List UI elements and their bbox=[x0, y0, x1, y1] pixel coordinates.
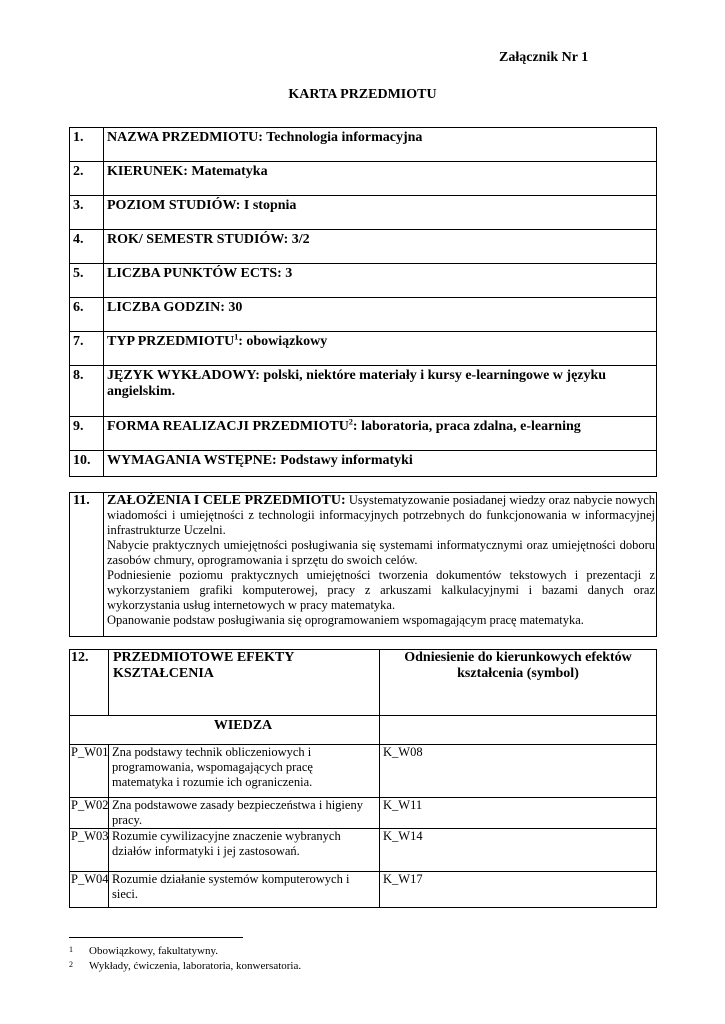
footnote bbox=[69, 960, 301, 972]
row-number: 5. bbox=[70, 264, 104, 298]
goals-table bbox=[69, 492, 657, 637]
row-text: KIERUNEK: Matematyka bbox=[104, 162, 657, 196]
footnote-divider bbox=[69, 937, 243, 938]
footnote bbox=[69, 945, 218, 957]
info-row bbox=[70, 417, 657, 451]
goals-text bbox=[104, 493, 657, 637]
attachment-label: Załącznik Nr 1 bbox=[499, 50, 589, 65]
footnote-text: Obowiązkowy, fakultatywny. bbox=[89, 945, 219, 957]
outcomes-heading: PRZEDMIOTOWE EFEKTY KSZTAŁCENIA bbox=[109, 650, 380, 716]
row-text: POZIOM STUDIÓW: I stopnia bbox=[104, 196, 657, 230]
footnote-ref: 1 bbox=[234, 332, 239, 342]
row-text: JĘZYK WYKŁADOWY: polski, niektóre materiały i kursy e-learningowe w języku angielskim. bbox=[104, 366, 657, 417]
info-row bbox=[70, 230, 657, 264]
row-number: 2. bbox=[70, 162, 104, 196]
row-number: 7. bbox=[70, 332, 104, 366]
outcome-code: P_W01 bbox=[70, 745, 109, 798]
outcome-description: Rozumie działanie systemów komputerowych i sieci. bbox=[109, 872, 380, 908]
info-row bbox=[70, 162, 657, 196]
table-row bbox=[70, 829, 657, 872]
goals-label: ZAŁOŻENIA I CELE PRZEDMIOTU: bbox=[107, 493, 346, 508]
row-value: : laboratoria, praca zdalna, e-learning bbox=[352, 419, 581, 434]
row-number: 4. bbox=[70, 230, 104, 264]
info-row bbox=[70, 332, 657, 366]
row-label: FORMA REALIZACJI PRZEDMIOTU bbox=[107, 419, 349, 434]
row-number: 1. bbox=[70, 128, 104, 162]
row-text: ROK/ SEMESTR STUDIÓW: 3/2 bbox=[104, 230, 657, 264]
row-text: WYMAGANIA WSTĘPNE: Podstawy informatyki bbox=[104, 451, 657, 477]
outcome-code: P_W04 bbox=[70, 872, 109, 908]
table-row bbox=[70, 745, 657, 798]
outcome-reference: K_W17 bbox=[380, 872, 657, 908]
row-label: TYP PRZEDMIOTU bbox=[107, 334, 235, 349]
row-text: NAZWA PRZEDMIOTU: Technologia informacyjna bbox=[104, 128, 657, 162]
info-row bbox=[70, 264, 657, 298]
row-text bbox=[104, 332, 657, 366]
empty-cell bbox=[380, 716, 657, 745]
goals-paragraph: Nabycie praktycznych umiejętności posługiwania się systemami informatycznymi oraz umiejętności doboru zasobów chmury, oprogramowania i sprzętu do swoich celów. bbox=[107, 538, 655, 567]
row-number: 10. bbox=[70, 451, 104, 477]
outcomes-ref-heading: Odniesienie do kierunkowych efektów kształcenia (symbol) bbox=[380, 650, 657, 716]
outcome-reference: K_W14 bbox=[380, 829, 657, 872]
footnote-ref: 2 bbox=[348, 417, 353, 427]
goals-paragraph: Podniesienie poziomu praktycznych umiejętności tworzenia dokumentów tekstowych i prezentacji z wykorzystaniem grafiki komputerowej, pracy z arkuszami kalkulacyjnymi i bazami danych oraz wykorzystania usług internetowych w pracy matematyka. bbox=[107, 568, 655, 612]
outcome-reference: K_W11 bbox=[380, 798, 657, 829]
outcomes-number: 12. bbox=[70, 650, 109, 716]
row-number: 9. bbox=[70, 417, 104, 451]
table-row bbox=[70, 872, 657, 908]
row-number: 8. bbox=[70, 366, 104, 417]
outcome-code: P_W03 bbox=[70, 829, 109, 872]
footnote-mark: 2 bbox=[69, 960, 73, 969]
section-heading: WIEDZA bbox=[70, 716, 380, 745]
outcomes-table bbox=[69, 649, 657, 908]
row-value: : obowiązkowy bbox=[238, 334, 328, 349]
document-title: KARTA PRZEDMIOTU bbox=[288, 87, 437, 102]
footnote-text: Wykłady, ćwiczenia, laboratoria, konwersatoria. bbox=[89, 960, 302, 972]
outcome-description: Zna podstawowe zasady bezpieczeństwa i higieny pracy. bbox=[109, 798, 380, 829]
course-info-table bbox=[69, 127, 657, 477]
row-number: 6. bbox=[70, 298, 104, 332]
goals-paragraph: Opanowanie podstaw posługiwania się oprogramowaniem wspomagającym pracę matematyka. bbox=[107, 613, 584, 627]
info-row bbox=[70, 196, 657, 230]
footnote-mark: 1 bbox=[69, 945, 73, 954]
row-text: LICZBA GODZIN: 30 bbox=[104, 298, 657, 332]
outcome-reference: K_W08 bbox=[380, 745, 657, 798]
row-number: 3. bbox=[70, 196, 104, 230]
goals-number: 11. bbox=[70, 493, 104, 637]
outcome-code: P_W02 bbox=[70, 798, 109, 829]
row-text: LICZBA PUNKTÓW ECTS: 3 bbox=[104, 264, 657, 298]
info-row bbox=[70, 451, 657, 477]
row-text bbox=[104, 417, 657, 451]
goals-intro: Usystematyzowanie posiadanej wiedzy oraz nabycie nowych wiadomości i umiejętności z technologii informacyjnych potrzebnych do funkcjonowania w informacyjnej infrastrukturze Uczelni. bbox=[107, 493, 656, 537]
outcome-description: Rozumie cywilizacyjne znaczenie wybranych działów informatyki i jej zastosowań. bbox=[109, 829, 380, 872]
info-row bbox=[70, 128, 657, 162]
outcome-description: Zna podstawy technik obliczeniowych i programowania, wspomagających pracę matematyka i rozumie ich ograniczenia. bbox=[109, 745, 380, 798]
table-row bbox=[70, 798, 657, 829]
info-row bbox=[70, 366, 657, 417]
info-row bbox=[70, 298, 657, 332]
